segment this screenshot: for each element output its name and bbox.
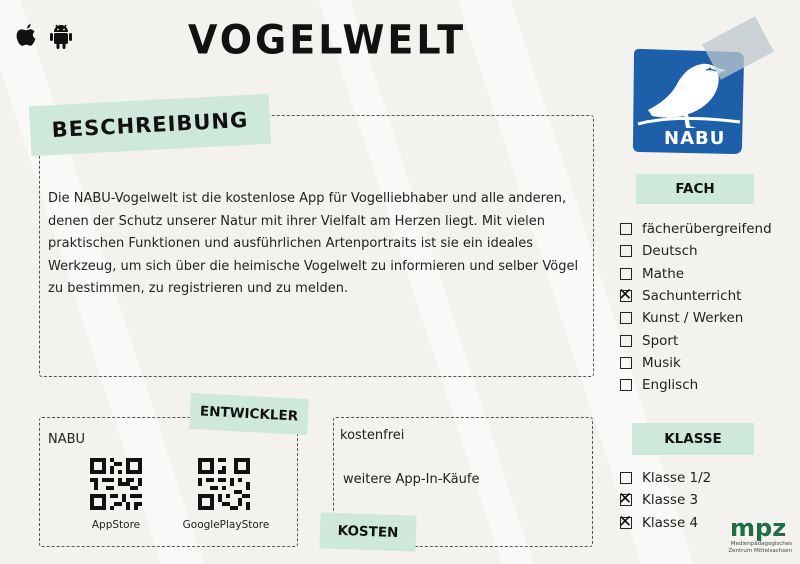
subject-item[interactable]: Sport: [620, 329, 772, 351]
grade-item[interactable]: Klasse 1/2: [620, 467, 711, 489]
grade-tag: KLASSE: [632, 423, 754, 455]
checkbox-checked[interactable]: [620, 517, 632, 529]
subject-item[interactable]: Mathe: [620, 263, 772, 285]
description-text: Die NABU-Vogelwelt ist die kostenlose App für Vogelliebhaber und alle anderen, denen der Schutz unserer Natur mit ihrer Vielfalt am Herzen liegt. Mit vielen praktischen Funktionen und ausführlichen Artenportraits ist sie ein ideales Werkzeug, um sich über die heimische Vogelwelt zu informieren und selber Vögel zu bestimmen, zu registrieren und zu melden.: [48, 191, 579, 296]
in-app-purchases-text: weitere App-In-Käufe: [343, 472, 480, 487]
nabu-logo-text: NABU: [664, 128, 726, 149]
apple-icon: [14, 22, 38, 50]
subject-item[interactable]: Deutsch: [620, 240, 772, 262]
android-icon: [48, 22, 74, 50]
checkbox-checked[interactable]: [620, 494, 632, 506]
subject-list: [620, 218, 772, 396]
subject-item[interactable]: Englisch: [620, 374, 772, 396]
description-tag: BESCHREIBUNG: [29, 94, 271, 156]
subject-tag: FACH: [636, 174, 754, 204]
checkbox[interactable]: [620, 268, 632, 280]
mpz-subtitle: Medienpädagogisches Zentrum Mittelsachsen: [728, 541, 792, 554]
checkbox[interactable]: [620, 357, 632, 369]
page-title: VOGELWELT: [188, 16, 467, 64]
appstore-label: AppStore: [91, 519, 141, 531]
grade-list: [620, 467, 711, 534]
cost-tag: KOSTEN: [319, 512, 416, 551]
checkbox[interactable]: [620, 312, 632, 324]
developer-tag: ENTWICKLER: [189, 393, 309, 435]
checkbox[interactable]: [620, 379, 632, 391]
qr-code-appstore[interactable]: [90, 458, 142, 510]
grade-item[interactable]: ✕ Klasse 3: [620, 489, 711, 511]
developer-name: NABU: [48, 432, 86, 447]
grade-item[interactable]: ✕ Klasse 4: [620, 512, 711, 534]
checkbox[interactable]: [620, 472, 632, 484]
googleplay-label: GooglePlayStore: [182, 519, 270, 531]
qr-code-googleplay[interactable]: [198, 458, 250, 510]
checkbox[interactable]: [620, 335, 632, 347]
subject-item[interactable]: ✕ Sachunterricht: [620, 285, 772, 307]
checkbox[interactable]: [620, 245, 632, 257]
subject-item[interactable]: Kunst / Werken: [620, 307, 772, 329]
subject-item[interactable]: fächerübergreifend: [620, 218, 772, 240]
mpz-logo: mpz: [730, 514, 787, 542]
subject-item[interactable]: Musik: [620, 352, 772, 374]
checkbox[interactable]: [620, 223, 632, 235]
checkbox-checked[interactable]: [620, 290, 632, 302]
price-text: kostenfrei: [340, 428, 405, 443]
